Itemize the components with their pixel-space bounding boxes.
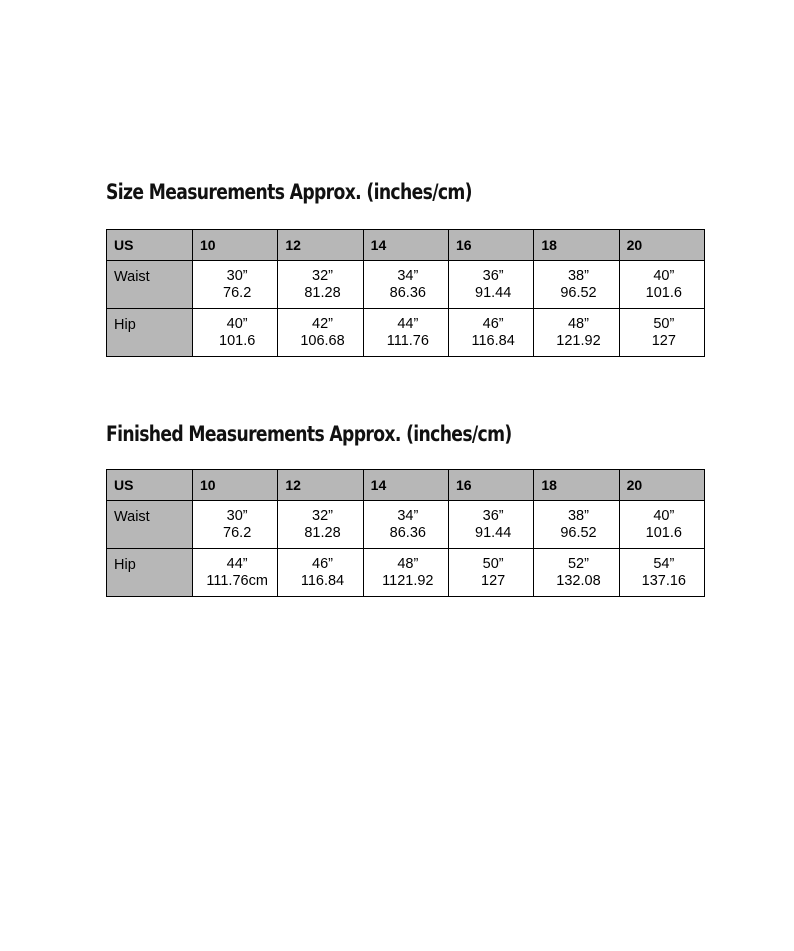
cm-value: 81.28: [304, 284, 341, 301]
value-cell: [619, 549, 704, 597]
cm-value: 111.76: [386, 332, 429, 349]
value-cell: [534, 501, 619, 549]
value-cell: [448, 549, 533, 597]
inches-value: 48”: [567, 315, 589, 332]
value-cell: [193, 261, 278, 309]
value-cell: [278, 549, 363, 597]
inches-value: 34”: [397, 507, 419, 524]
cm-value: 132.08: [556, 572, 601, 589]
cm-value: 76.2: [223, 524, 252, 541]
finished-measurements-table: [106, 469, 705, 597]
value-cell: [448, 261, 533, 309]
value-cell: [534, 261, 619, 309]
table-row: [107, 309, 705, 357]
value-cell: [363, 549, 448, 597]
cm-value: 137.16: [641, 572, 686, 589]
cm-value: 106.68: [300, 332, 345, 349]
inches-value: 46”: [482, 315, 504, 332]
value-cell: [278, 309, 363, 357]
inches-value: 42”: [312, 315, 333, 332]
finished-measurements-title: Finished Measurements Approx. (inches/cm): [106, 422, 512, 446]
inches-value: 40”: [653, 507, 675, 524]
inches-value: 38”: [567, 507, 589, 524]
value-cell: [193, 549, 278, 597]
cm-value: 91.44: [475, 524, 512, 541]
inches-value: 30”: [226, 507, 248, 524]
header-cell: 10: [193, 470, 278, 501]
inches-value: 36”: [482, 267, 504, 284]
cm-value: 101.6: [645, 284, 682, 301]
cm-value: 101.6: [219, 332, 256, 349]
cm-value: 1121.92: [382, 572, 434, 589]
inches-value: 32”: [312, 507, 333, 524]
cm-value: 111.76cm: [206, 572, 268, 589]
value-cell: [619, 501, 704, 549]
value-cell: [363, 501, 448, 549]
cm-value: 101.6: [645, 524, 682, 541]
cm-value: 86.36: [389, 284, 426, 301]
inches-value: 50”: [482, 555, 504, 572]
cm-value: 127: [481, 572, 506, 589]
inches-value: 30”: [226, 267, 248, 284]
value-cell: [363, 309, 448, 357]
value-cell: [278, 501, 363, 549]
inches-value: 44”: [397, 315, 419, 332]
size-measurements-table: [106, 229, 705, 357]
inches-value: 50”: [653, 315, 675, 332]
cm-value: 96.52: [560, 284, 597, 301]
inches-value: 44”: [226, 555, 248, 572]
row-label: Waist: [107, 261, 193, 309]
value-cell: [448, 309, 533, 357]
header-cell: 20: [619, 230, 704, 261]
cm-value: 116.84: [471, 332, 515, 349]
header-cell: 18: [534, 470, 619, 501]
table-row: [107, 261, 705, 309]
cm-value: 76.2: [223, 284, 252, 301]
header-cell: 12: [278, 470, 363, 501]
row-label: Hip: [107, 309, 193, 357]
table-row: [107, 549, 705, 597]
inches-value: 34”: [397, 267, 419, 284]
value-cell: [619, 309, 704, 357]
header-cell: 16: [448, 230, 533, 261]
inches-value: 36”: [482, 507, 504, 524]
header-cell: 12: [278, 230, 363, 261]
cm-value: 96.52: [560, 524, 597, 541]
header-cell: 14: [363, 230, 448, 261]
header-cell: 14: [363, 470, 448, 501]
row-label: Hip: [107, 549, 193, 597]
value-cell: [534, 309, 619, 357]
header-cell: 16: [448, 470, 533, 501]
table-row: [107, 501, 705, 549]
value-cell: [193, 309, 278, 357]
header-cell: 20: [619, 470, 704, 501]
inches-value: 46”: [312, 555, 333, 572]
size-measurements-title: Size Measurements Approx. (inches/cm): [106, 180, 472, 204]
cm-value: 86.36: [389, 524, 426, 541]
inches-value: 40”: [226, 315, 248, 332]
cm-value: 81.28: [304, 524, 341, 541]
inches-value: 32”: [312, 267, 333, 284]
inches-value: 54”: [653, 555, 675, 572]
value-cell: [619, 261, 704, 309]
cm-value: 116.84: [300, 572, 345, 589]
inches-value: 52”: [567, 555, 589, 572]
value-cell: [534, 549, 619, 597]
value-cell: [193, 501, 278, 549]
inches-value: 48”: [397, 555, 419, 572]
cm-value: 121.92: [556, 332, 601, 349]
header-cell: US: [107, 470, 193, 501]
row-label: Waist: [107, 501, 193, 549]
inches-value: 38”: [567, 267, 589, 284]
value-cell: [448, 501, 533, 549]
table-header-row: [107, 230, 705, 261]
value-cell: [278, 261, 363, 309]
cm-value: 127: [651, 332, 676, 349]
table-header-row: [107, 470, 705, 501]
header-cell: US: [107, 230, 193, 261]
cm-value: 91.44: [475, 284, 512, 301]
inches-value: 40”: [653, 267, 675, 284]
header-cell: 18: [534, 230, 619, 261]
header-cell: 10: [193, 230, 278, 261]
value-cell: [363, 261, 448, 309]
